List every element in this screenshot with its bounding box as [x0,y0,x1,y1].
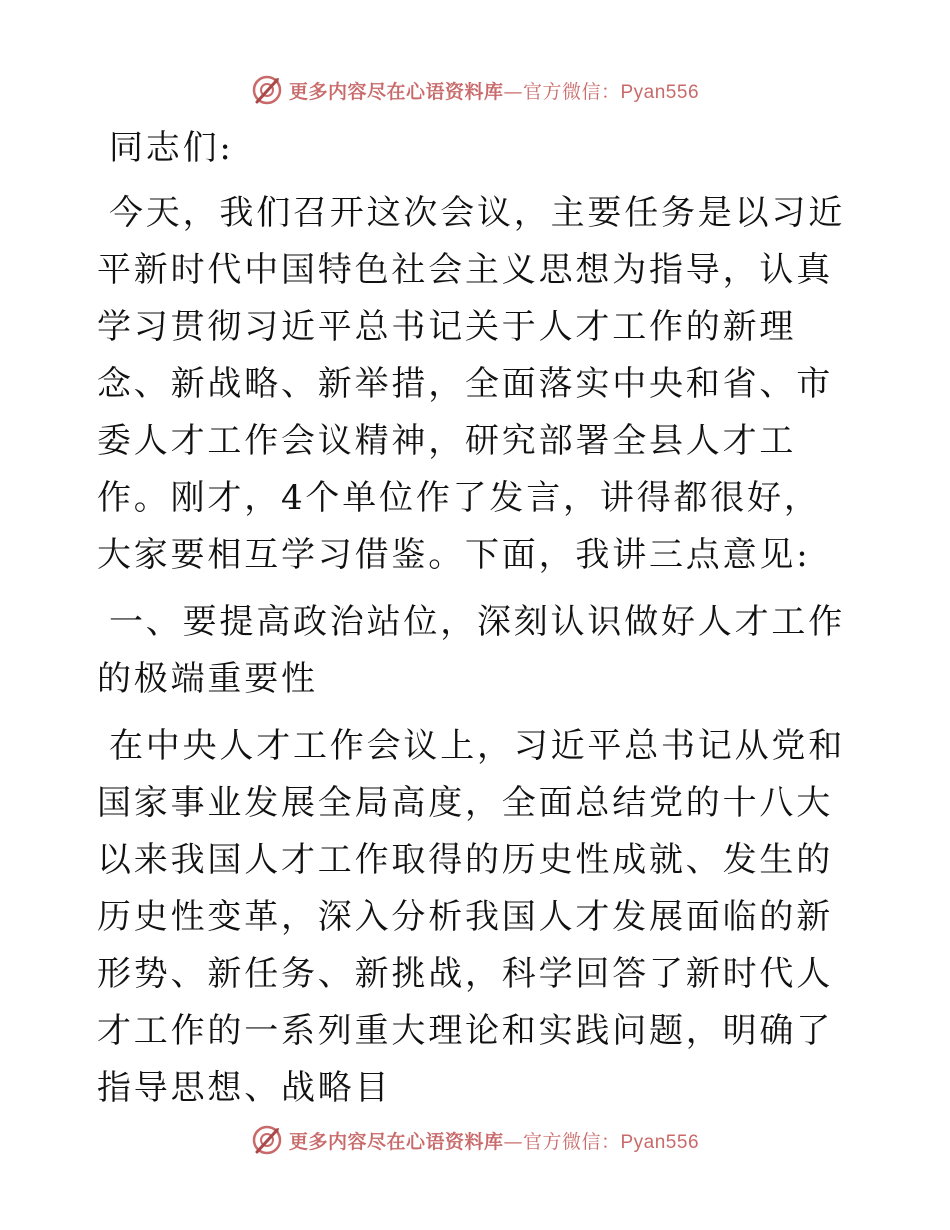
watermark-label: 官方微信： [522,80,621,103]
paragraph-opening: 今天，我们召开这次会议，主要任务是以习近平新时代中国特色社会主义思想为指导，认真学习贯彻习近平总书记关于人才工作的新理念、新战略、新举措，全面落实中央和省、市委人才工作会议精神，研究部署全县人才工作。刚才，4个单位作了发言，讲得都很好，大家要相互学习借鉴。下面，我讲三点意见: [97,193,845,575]
watermark-footer [0,1120,950,1160]
paragraph-body: 在中央人才工作会议上，习近平总书记从党和国家事业发展全局高度，全面总结党的十八大以来我国人才工作取得的历史性成就、发生的历史性变革，深入分析我国人才发展面临的新形势、新任务、新挑战，科学回答了新时代人才工作的一系列重大理论和实践问题，明确了指导思想、战略目 [97,726,845,1108]
pen-logo-icon [251,74,283,106]
document-body [97,120,857,1127]
pen-logo-icon [251,1124,283,1156]
watermark-wechat-id: Pyan556 [620,81,700,103]
watermark-wechat-id: Pyan556 [620,1131,700,1153]
salutation: 同志们: [109,128,234,168]
watermark-text [289,77,699,104]
section-heading-one: 一、要提高政治站位，深刻认识做好人才工作的极端重要性 [97,602,845,699]
watermark-text [289,1127,699,1154]
watermark-separator: — [503,1130,523,1153]
watermark-separator: — [503,80,523,103]
watermark-header [0,70,950,110]
watermark-label: 官方微信： [522,1130,621,1153]
watermark-site-text: 更多内容尽在心语资料库 [288,1130,504,1153]
watermark-site-text: 更多内容尽在心语资料库 [288,80,504,103]
